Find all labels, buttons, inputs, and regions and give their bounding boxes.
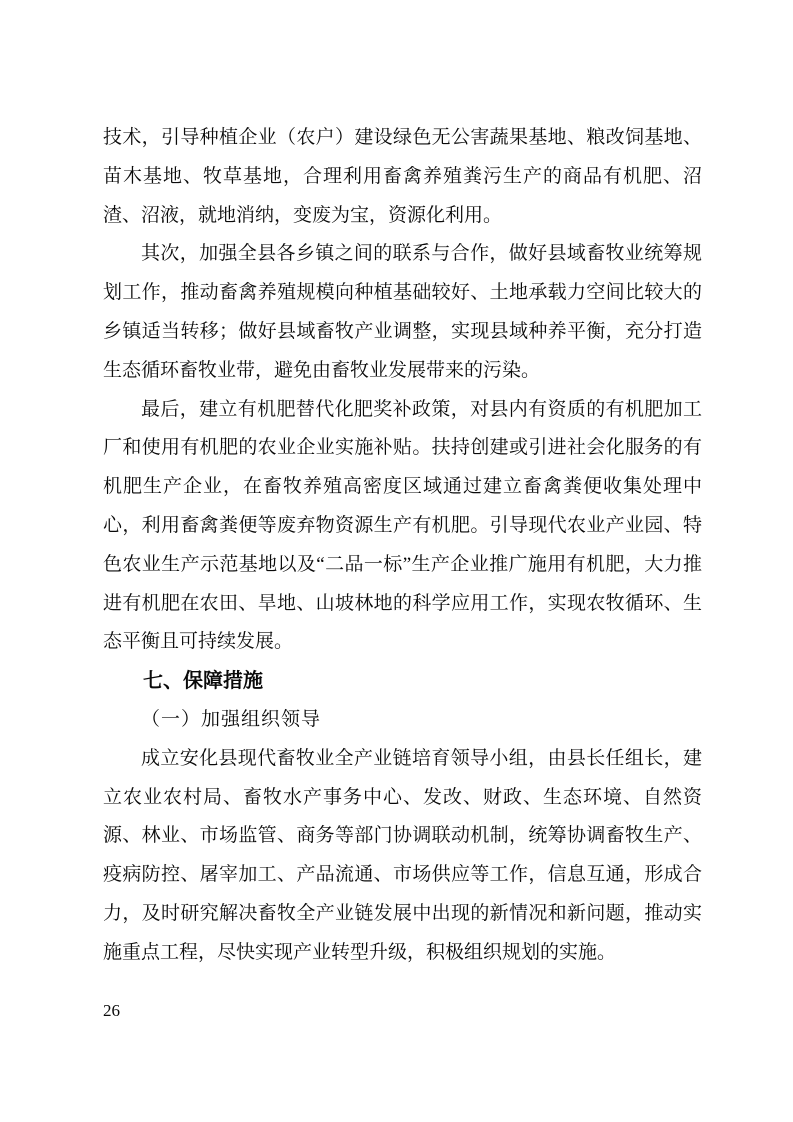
paragraph: 技术，引导种植企业（农户）建设绿色无公害蔬果基地、粮改饲基地、苗木基地、牧草基地，合理利用畜禽养殖粪污生产的商品有机肥、沼渣、沼液，就地消纳，变废为宝，资源化利用。 bbox=[103, 127, 702, 226]
section-heading: 七、保障措施 bbox=[143, 670, 263, 693]
paragraph: 成立安化县现代畜牧业全产业链培育领导小组，由县长任组长，建立农业农村局、畜牧水产事务中心、发改、财政、生态环境、自然资源、林业、市场监管、商务等部门协调联动机制，统筹协调畜牧生产、疫病防控、屠宰加工、产品流通、市场供应等工作，信息互通，形成合力，及时研究解决畜牧全产业链发展中出现的新情况和新问题，推动实施重点工程，尽快实现产业转型升级，积极组织规划的实施。 bbox=[103, 747, 702, 963]
paragraph: 其次，加强全县各乡镇之间的联系与合作，做好县域畜牧业统筹规划工作，推动畜禽养殖规模向种植基础较好、土地承载力空间比较大的乡镇适当转移；做好县域畜牧产业调整，实现县域种养平衡，充分打造生态循环畜牧业带，避免由畜牧业发展带来的污染。 bbox=[103, 243, 702, 381]
subsection-heading: （一）加强组织领导 bbox=[141, 708, 322, 730]
paragraph: 最后，建立有机肥替代化肥奖补政策，对县内有资质的有机肥加工厂和使用有机肥的农业企业实施补贴。扶持创建或引进社会化服务的有机肥生产企业，在畜牧养殖高密度区域通过建立畜禽粪便收集处理中心，利用畜禽粪便等废弃物资源生产有机肥。引导现代农业产业园、特色农业生产示范基地以及“二品一标”生产企业推广施用有机肥，大力推进有机肥在农田、旱地、山坡林地的科学应用工作，实现农牧循环、生态平衡且可持续发展。 bbox=[103, 398, 702, 653]
page-number: 26 bbox=[103, 1001, 120, 1020]
document-body bbox=[103, 119, 702, 973]
